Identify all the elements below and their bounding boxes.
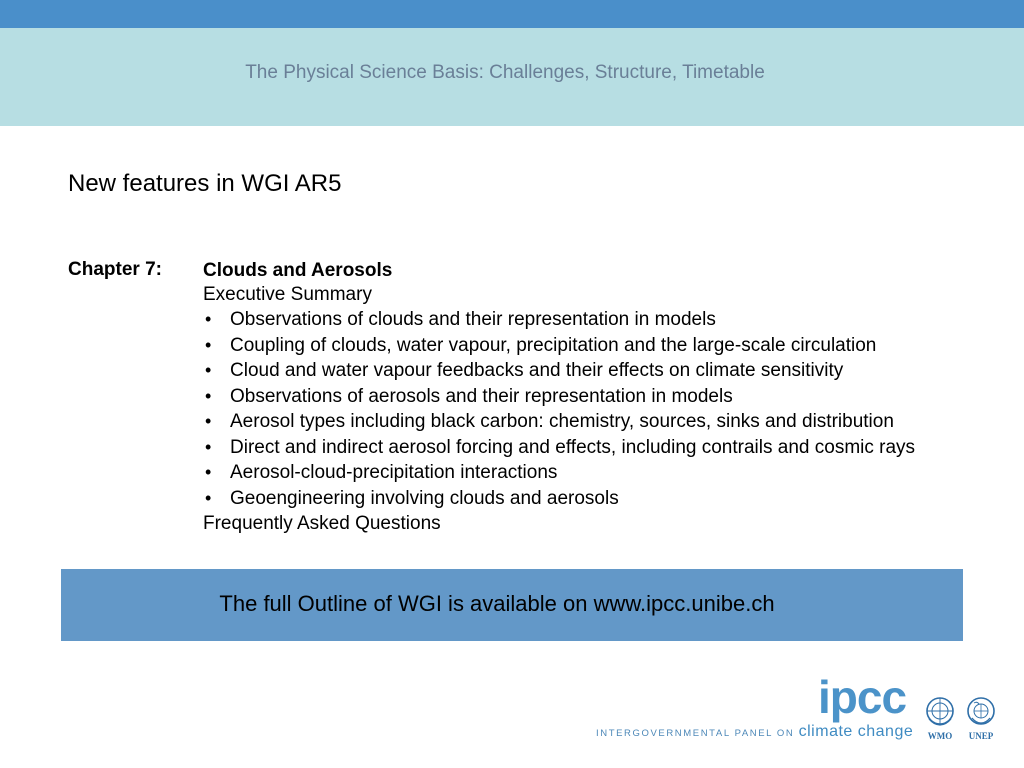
list-item-text: Direct and indirect aerosol forcing and effects, including contrails and cosmic rays — [230, 436, 916, 458]
header-top-bar — [0, 0, 1024, 28]
wmo-logo — [922, 696, 958, 741]
list-item-text: Coupling of clouds, water vapour, precipitation and the large-scale circulation — [230, 334, 877, 356]
list-item — [203, 333, 993, 359]
executive-summary-line: Executive Summary — [203, 284, 372, 305]
list-item-text: Geoengineering involving clouds and aerosols — [230, 487, 619, 509]
chapter-body — [203, 259, 993, 536]
unep-emblem-icon — [965, 696, 997, 728]
ipcc-logo: ipcc — [818, 671, 907, 723]
list-item-text: Aerosol types including black carbon: chemistry, sources, sinks and distribution — [230, 411, 894, 432]
list-item-text: Observations of clouds and their representation in models — [230, 309, 716, 330]
bullet-icon: • — [205, 385, 212, 406]
bullet-icon: • — [205, 462, 212, 482]
bullet-icon: • — [205, 411, 212, 431]
list-item-text: Observations of aerosols and their representation in models — [230, 385, 733, 407]
bullet-icon: • — [205, 334, 212, 355]
unep-logo — [963, 696, 999, 741]
chapter-title: Clouds and Aerosols — [203, 260, 393, 281]
bullet-icon: • — [205, 360, 212, 380]
outline-info-text: The full Outline of WGI is available on www.ipcc.unibe.ch — [219, 591, 775, 616]
outline-info-banner — [61, 569, 963, 641]
list-item — [203, 409, 993, 435]
ipcc-tagline — [596, 723, 913, 741]
bullet-icon: • — [205, 309, 212, 329]
bullet-icon: • — [205, 436, 212, 457]
list-item — [203, 435, 993, 461]
chapter-label: Chapter 7: — [68, 259, 162, 280]
list-item — [203, 486, 993, 512]
wmo-emblem-icon — [924, 696, 956, 728]
faq-line: Frequently Asked Questions — [203, 513, 441, 534]
ipcc-tagline-suffix: climate change — [798, 723, 914, 740]
list-item — [203, 460, 993, 486]
ipcc-tagline-prefix: INTERGOVERNMENTAL PANEL ON — [596, 728, 799, 739]
bullet-icon: • — [205, 487, 212, 508]
unep-label: UNEP — [968, 731, 994, 741]
section-heading: New features in WGI AR5 — [68, 170, 342, 197]
list-item — [203, 307, 993, 333]
list-item-text: Aerosol-cloud-precipitation interactions — [230, 462, 558, 483]
chapter-topic-list — [203, 307, 993, 511]
wmo-label: WMO — [927, 731, 953, 741]
list-item — [203, 384, 993, 410]
list-item — [203, 358, 993, 384]
slide-title: The Physical Science Basis: Challenges, Structure, Timetable — [245, 62, 765, 83]
list-item-text: Cloud and water vapour feedbacks and their effects on climate sensitivity — [230, 360, 844, 381]
